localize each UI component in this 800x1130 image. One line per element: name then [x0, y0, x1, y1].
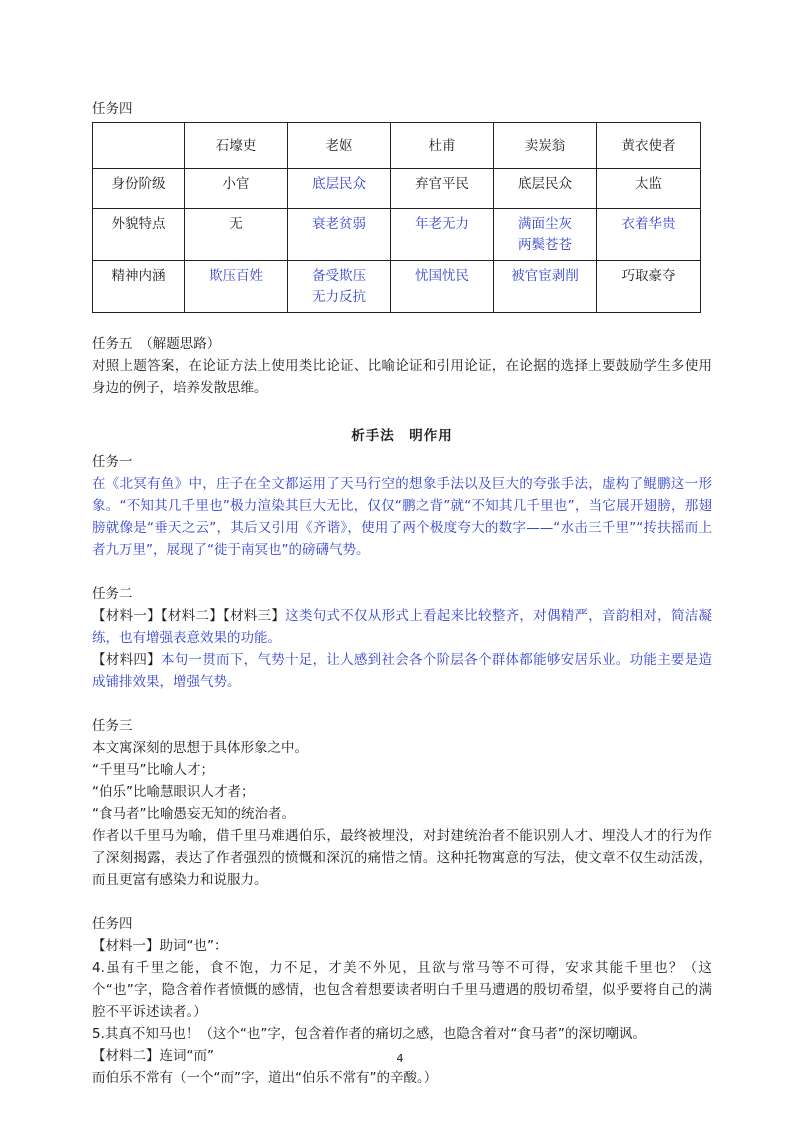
s-task2-para2 — [92, 649, 712, 693]
s-task1-text: 在《北冥有鱼》中，庄子在全文都运用了天马行空的想象手法以及巨大的夸张手法，虚构了鲲鹏这一形象。“不知其几千里也”极力渲染其巨大无比，仅仅“鹏之背”就“不知其几千里也”，当它展开翅膀，那翅膀就像是“垂天之云”，其后又引用《齐谐》，使用了两个极度夸大的数字——“水击三千里”“抟扶摇而上者九万里”，展现了“徙于南冥也”的磅礴气势。 — [92, 476, 712, 558]
table-cell: 备受欺压 无力反抗 — [288, 261, 391, 313]
table-cell: 衣着华贵 — [597, 209, 701, 261]
row-header: 身份阶级 — [93, 169, 185, 209]
s-task4-label: 任务四 — [92, 916, 133, 932]
document-page — [92, 98, 712, 1089]
page-number: 4 — [396, 1052, 404, 1065]
s-task2-label: 任务二 — [92, 586, 133, 602]
table-cell: 底层民众 — [288, 169, 391, 209]
s-task3-paragraph: 作者以千里马为喻，借千里马难遇伯乐，最终被埋没，对封建统治者不能识别人才、埋没人才的行为作了深刻揭露，表达了作者强烈的愤慨和深沉的痛惜之情。这种托物寓意的写法，使文章不仅生动活泼，而且更富有感染力和说服力。 — [92, 828, 712, 888]
table-corner-cell — [93, 123, 185, 169]
column-header: 石壕吏 — [185, 123, 288, 169]
s-task3-line: 本文寓深刻的思想于具体形象之中。 — [92, 740, 308, 756]
table-cell: 底层民众 — [494, 169, 597, 209]
material-explanation: 本句一贯而下，气势十足，让人感到社会各个阶层各个群体都能够安居乐业。功能主要是造成铺排效果，增强气势。 — [92, 652, 713, 690]
column-header: 卖炭翁 — [494, 123, 597, 169]
material-two-heading: 【材料二】连词“而” — [92, 1048, 214, 1064]
task4-label: 任务四 — [92, 101, 133, 117]
table-cell: 无 — [185, 209, 288, 261]
s-task3-label: 任务三 — [92, 718, 133, 734]
table-cell: 巧取豪夺 — [597, 261, 701, 313]
material-one-heading: 【材料一】助词“也”： — [92, 938, 228, 954]
example-item-4: 4.虽有千里之能，食不饱，力不足，才美不外见，且欲与常马等不可得，安求其能千里也？（这个“也”字，隐含着作者愤慨的感情，也包含着想要读者明白千里马遭遇的殷切希望，似乎要将自己的满腔不平诉述读者。） — [92, 960, 712, 1020]
material-tag: 【材料一】【材料二】【材料三】 — [92, 608, 286, 624]
table-row — [93, 261, 701, 313]
material-explanation: 这类句式不仅从形式上看起来比较整齐，对偶精严，音韵相对，简洁凝练，也有增强表意效果的功能。 — [92, 608, 713, 646]
s-task3-line: “千里马”比喻人才； — [92, 762, 214, 778]
table-cell: 衰老贫弱 — [288, 209, 391, 261]
character-comparison-table — [92, 122, 701, 313]
table-cell: 年老无力 — [391, 209, 494, 261]
example-last: 而伯乐不常有（一个“而”字，道出“伯乐不常有”的辛酸。） — [92, 1070, 438, 1086]
table-row — [93, 209, 701, 261]
table-cell: 满面尘灰 两鬓苍苍 — [494, 209, 597, 261]
table-header-row — [93, 123, 701, 169]
example-item-5: 5.其真不知马也！（这个“也”字，包含着作者的痛切之感，也隐含着对“食马者”的深切嘲讽。 — [92, 1026, 646, 1042]
column-header: 杜甫 — [391, 123, 494, 169]
column-header: 黄衣使者 — [597, 123, 701, 169]
column-header: 老妪 — [288, 123, 391, 169]
table-cell: 太监 — [597, 169, 701, 209]
table-cell: 欺压百姓 — [185, 261, 288, 313]
row-header: 外貌特点 — [93, 209, 185, 261]
task5-label: 任务五 （解题思路） — [92, 336, 221, 352]
s-task3-line: “食马者”比喻愚妄无知的统治者。 — [92, 806, 295, 822]
table-cell: 被官宦剥削 — [494, 261, 597, 313]
s-task2-para1 — [92, 605, 712, 649]
table-cell: 弃官平民 — [391, 169, 494, 209]
table-cell: 忧国忧民 — [391, 261, 494, 313]
section-heading: 析手法 明作用 — [351, 428, 453, 444]
row-header: 精神内涵 — [93, 261, 185, 313]
task5-text: 对照上题答案，在论证方法上使用类比论证、比喻论证和引用论证，在论据的选择上要鼓励学生多使用身边的例子，培养发散思维。 — [92, 358, 712, 396]
table-row — [93, 169, 701, 209]
s-task1-label: 任务一 — [92, 454, 133, 470]
table-cell: 小官 — [185, 169, 288, 209]
material-tag: 【材料四】 — [92, 652, 161, 668]
s-task3-line: “伯乐”比喻慧眼识人才者； — [92, 784, 255, 800]
